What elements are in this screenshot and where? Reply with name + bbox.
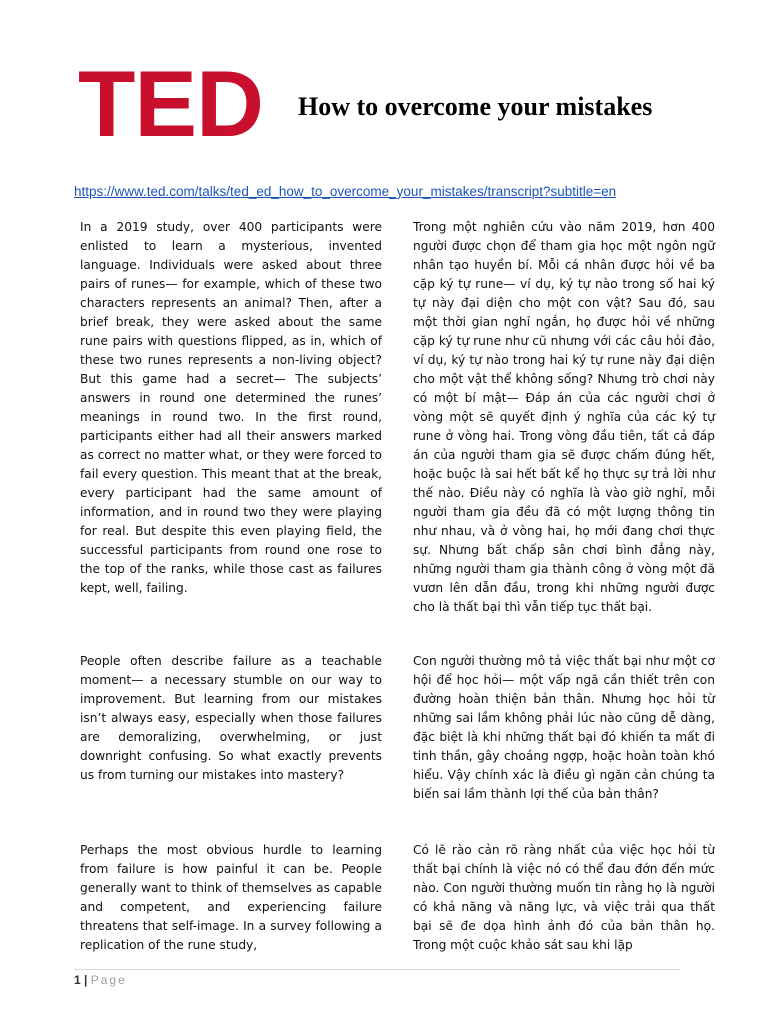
page-number: 1 <box>74 973 81 987</box>
paragraph-text: Perhaps the most obvious hurdle to learning from failure is how painful it can be. People generally want to think of themselves as capable and competent, and experiencing failure threatens that self-image. In a survey following a replication of the rune study, <box>80 843 382 952</box>
footer-separator: | <box>84 973 88 987</box>
paragraph-text: Có lẽ rào cản rõ ràng nhất của việc học hỏi từ thất bại chính là việc nó có thể đau đớn đến mức nào. Con người thường muốn tin rằng họ là người có khả năng và năng lực, và việc trải qua thất bại sẽ đe dọa hình ảnh đó của bản thân họ. Trong một cuộc khảo sát sau khi lặp <box>413 843 715 952</box>
paragraph-text: Trong một nghiên cứu vào năm 2019, hơn 400 người được chọn để tham gia học một ngôn ngữ nhân tạo huyền bí. Mỗi cá nhân được hỏi về ba cặp ký tự rune— ví dụ, ký tự nào trong số hai ký tự này đại diện cho một con vật? Sau đó, sau một thời gian nghỉ ngắn, họ được hỏi về những cặp ký tự rune như cũ nhưng với các câu hỏi đảo, ví dụ, ký tự nào trong hai ký tự rune này đại diện cho một vật thể không sống? Nhưng trò chơi này có một bí mật— Đáp án của các người chơi ở vòng một sẽ quyết định ý nghĩa của các ký tự rune ở vòng hai. Trong vòng đầu tiên, tất cả đáp án của người tham gia sẽ được chấm đúng hết, hoặc buộc là sai hết bất kể họ thực sự trả lời như thế nào. Điều này có nghĩa là vào giờ nghỉ, mỗi người tham gia đều đã có một lượng thông tin như nhau, và ở vòng hai, họ mới đang chơi thực sự. Nhưng bất chấp sân chơi bình đẳng này, những người tham gia thành công ở vòng một đã vươn lên dẫn đầu, trong khi những người được cho là thất bại thì vẫn tiếp tục thất bại. <box>413 220 715 614</box>
page-footer <box>74 972 127 988</box>
paragraph-1-vietnamese <box>413 218 715 617</box>
paragraph-1-english <box>80 218 382 598</box>
footer-divider <box>74 969 680 970</box>
paragraph-3-english <box>80 841 382 959</box>
paragraph-3-vietnamese <box>413 841 715 959</box>
paragraph-text: In a 2019 study, over 400 participants were enlisted to learn a mysterious, invented language. Individuals were asked about three pairs of runes— for example, which of these two characters represents an animal? Then, after a brief break, they were asked about the same rune pairs with questions flipped, as in, which of these two runes represents a non-living object? But this game had a secret— The subjects’ answers in round one determined the runes’ meanings in round two. In the first round, participants either had all their answers marked as correct no matter what, or they were forced to fail every question. This meant that at the break, every participant had the same amount of information, and in round two they were playing for real. But despite this even playing field, the successful participants from round one rose to the top of the ranks, while those cast as failures kept, well, failing. <box>80 220 382 595</box>
paragraph-text: Con người thường mô tả việc thất bại như một cơ hội để học hỏi— một vấp ngã cần thiết trên con đường hoàn thiện bản thân. Nhưng học hỏi từ những sai lầm không phải lúc nào cũng dễ dàng, đặc biệt là khi những thất bại đó khiến ta mất đi tinh thần, gây choáng ngợp, hoặc hoàn toàn khó hiểu. Vậy chính xác là điều gì ngăn cản chúng ta biến sai lầm thành lợi thế của bản thân? <box>413 654 715 801</box>
paragraph-2-english <box>80 652 382 785</box>
ted-logo: TED <box>78 51 263 156</box>
page-title: How to overcome your mistakes <box>298 92 653 121</box>
page-label: Page <box>90 973 127 987</box>
paragraph-text: People often describe failure as a teachable moment— a necessary stumble on our way to improvement. But learning from our mistakes isn’t always easy, especially when those failures are demoralizing, overwhelming, or just downright confusing. So what exactly prevents us from turning our mistakes into mastery? <box>80 654 382 782</box>
transcript-link[interactable]: https://www.ted.com/talks/ted_ed_how_to_overcome_your_mistakes/transcript?subtitle=en <box>74 184 617 199</box>
paragraph-2-vietnamese <box>413 652 715 804</box>
